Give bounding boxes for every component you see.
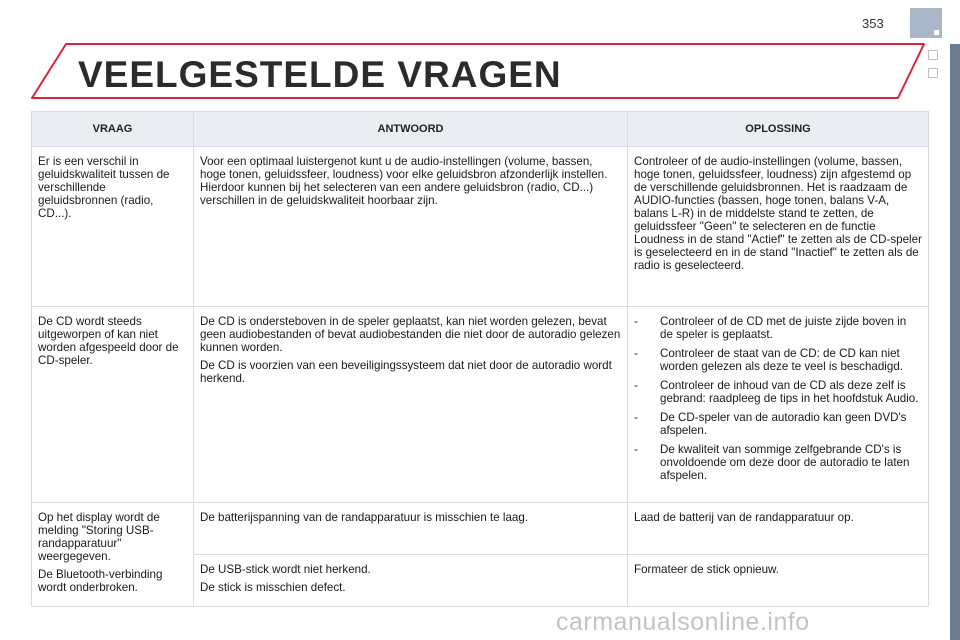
list-item: - Controleer of de CD met de juiste zijde boven in de speler is geplaatst. — [634, 315, 907, 341]
column-header-answer: ANTWOORD — [194, 112, 628, 147]
thumb-box-1 — [928, 50, 938, 60]
question-text: Er is een verschil in geluidskwaliteit tussen de verschillende geluidsbronnen (radio, CD...). — [38, 155, 170, 220]
question-text: Op het display wordt de melding "Storing USB-randapparatuur" weergegeven. — [38, 511, 160, 563]
list-item: - De CD-speler van de autoradio kan geen DVD's afspelen. — [634, 411, 907, 437]
question-cell — [32, 147, 194, 307]
thumb-box-2 — [928, 68, 938, 78]
list-item: - De kwaliteit van sommige zelfgebrande CD's is onvoldoende om deze door de autoradio te laten afspelen. — [634, 443, 910, 482]
solution-cell — [628, 307, 929, 503]
watermark: carmanualsonline.info — [556, 608, 810, 636]
question-text: De Bluetooth-verbinding wordt onderbroken. — [38, 568, 163, 594]
solution-text: Formateer de stick opnieuw. — [634, 563, 779, 576]
title-banner — [30, 42, 926, 100]
faq-table — [31, 111, 929, 607]
answer-text: De stick is misschien defect. — [200, 581, 346, 594]
question-cell — [32, 307, 194, 503]
solution-item-text: Controleer de inhoud van de CD als deze zelf is gebrand: raadpleeg de tips in het hoofdstuk Audio. — [660, 379, 919, 405]
table-header-row — [32, 112, 929, 147]
corner-square-icon — [934, 30, 939, 35]
list-item: - Controleer de staat van de CD: de CD kan niet worden gelezen als deze te veel is beschadigd. — [634, 347, 903, 373]
solution-list — [634, 315, 922, 482]
answer-cell — [194, 503, 628, 555]
answer-text: De batterijspanning van de randapparatuur is misschien te laag. — [200, 511, 529, 524]
question-text: De CD wordt steeds uitgeworpen of kan niet worden afgespeeld door de CD-speler. — [38, 315, 179, 367]
solution-item-text: Controleer of de CD met de juiste zijde boven in de speler is geplaatst. — [660, 315, 907, 341]
side-strip — [950, 44, 960, 640]
corner-tab — [910, 8, 942, 38]
list-item: - Controleer de inhoud van de CD als deze zelf is gebrand: raadpleeg de tips in het hoofdstuk Audio. — [634, 379, 919, 405]
answer-cell — [194, 147, 628, 307]
solution-cell — [628, 147, 929, 307]
solution-text: Laad de batterij van de randapparatuur op. — [634, 511, 854, 524]
answer-text: Voor een optimaal luistergenot kunt u de audio-instellingen (volume, bassen, hoge tonen, geluidssfeer, loudness) voor elke geluidsbron afzonderlijk instellen. Hierdoor kunnen bij het selecteren van een andere geluidsbron (radio, CD...) verschillen in de geluidskwaliteit hoorbaar zijn. — [200, 155, 608, 207]
solution-item-text: Controleer de staat van de CD: de CD kan niet worden gelezen als deze te veel is beschadigd. — [660, 347, 903, 373]
column-header-question: VRAAG — [32, 112, 194, 147]
answer-text: De CD is voorzien van een beveiligingssysteem dat niet door de autoradio wordt herkend. — [200, 359, 612, 385]
answer-cell — [194, 307, 628, 503]
answer-text: De USB-stick wordt niet herkend. — [200, 563, 371, 576]
question-cell — [32, 503, 194, 607]
solution-item-text: De CD-speler van de autoradio kan geen DVD's afspelen. — [660, 411, 907, 437]
table-row — [32, 307, 929, 503]
solution-text: Controleer of de audio-instellingen (volume, bassen, hoge tonen, geluidssfeer, loudness) zijn afgestemd op de verschillende geluidsbronnen. Het is raadzaam de AUDIO-functies (bassen, hoge tonen, balans V-A, balans L-R) in de middelste stand te zetten, de geluidssfeer "Geen" te selecteren en de functie Loudness in de stand "Actief" te zetten als de CD-speler is geselecteerd en in de stand "Inactief" te zetten als de radio is geselecteerd. — [634, 155, 922, 272]
column-header-solution: OPLOSSING — [628, 112, 929, 147]
table-row — [32, 503, 929, 555]
solution-cell — [628, 503, 929, 555]
table-row — [32, 147, 929, 307]
solution-cell — [628, 555, 929, 607]
page-title: VEELGESTELDE VRAGEN — [78, 54, 562, 95]
solution-item-text: De kwaliteit van sommige zelfgebrande CD's is onvoldoende om deze door de autoradio te laten afspelen. — [660, 443, 910, 482]
answer-text: De CD is ondersteboven in de speler geplaatst, kan niet worden gelezen, bevat geen audiobestanden of bevat audiobestanden die niet door de autoradio gelezen kunnen worden. — [200, 315, 621, 354]
answer-cell — [194, 555, 628, 607]
page-number: 353 — [862, 16, 884, 31]
